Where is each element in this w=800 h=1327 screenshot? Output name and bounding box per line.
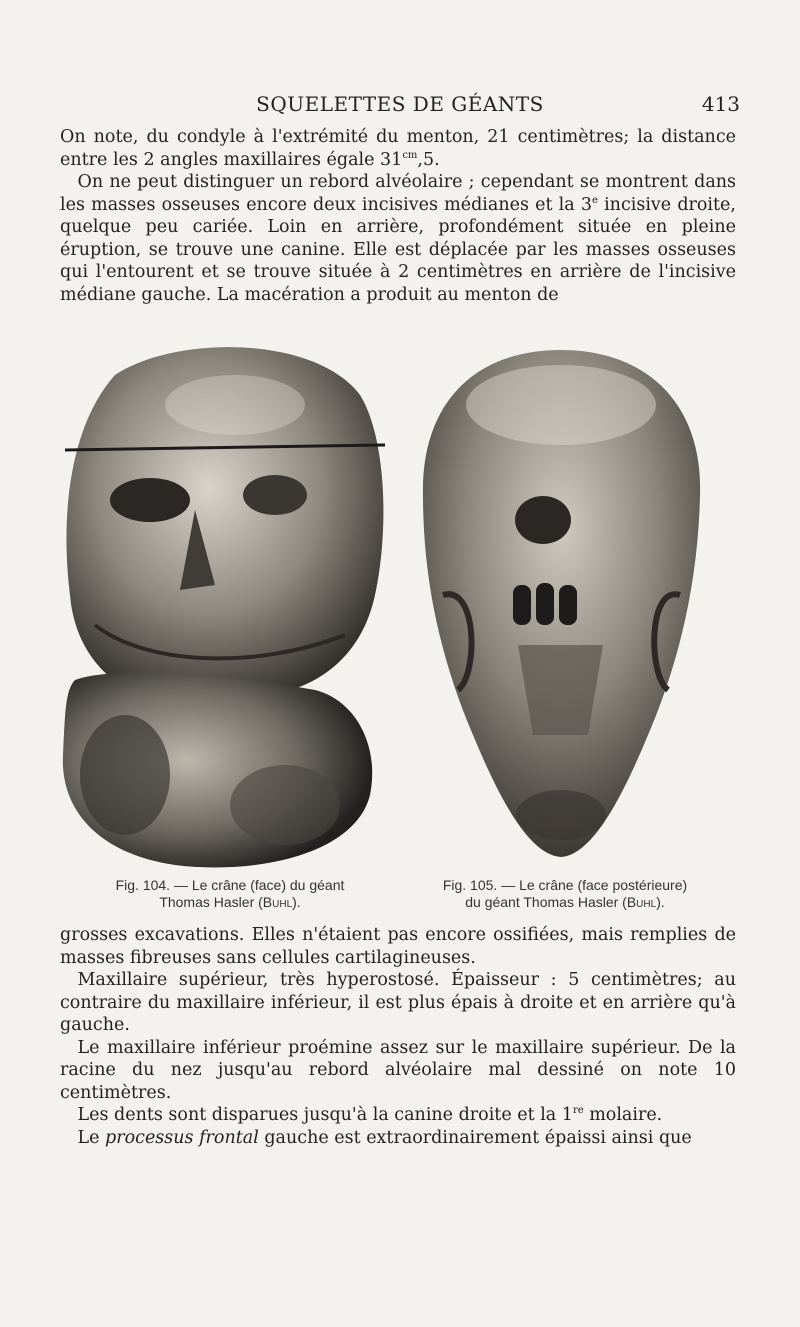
page-number: 413: [701, 92, 740, 116]
paragraph-maxillaire-inferieur: [60, 1037, 736, 1105]
paragraph-text: On ne peut distinguer un rebord alvéolaire ; cependant se montrent dans les masses osseuses encore deux incisives médianes et la 3: [60, 172, 736, 215]
bottom-text-block: [60, 924, 736, 1149]
caption-line: Fig. 104. — Le crâne (face) du géant: [115, 877, 345, 893]
paragraph-processus: [60, 1127, 736, 1150]
caption-line: [400, 894, 730, 911]
caption-figure-105: [400, 877, 730, 911]
caption-figure-104: [75, 877, 385, 911]
unit-superscript: cm: [402, 149, 418, 161]
caption-text: du géant Thomas Hasler (: [465, 894, 627, 910]
top-text-block: [60, 126, 736, 306]
paragraph-text: gauche est extraordinairement épaissi ainsi que: [258, 1127, 692, 1148]
paragraph-dents: [60, 1104, 736, 1127]
paragraph-text: Le: [77, 1127, 106, 1148]
caption-text: Thomas Hasler (: [159, 894, 263, 910]
caption-text: ).: [292, 894, 301, 910]
paragraph-maxillaire-superieur: [60, 969, 736, 1037]
paragraph-incisives: [60, 171, 736, 306]
paragraph-text: Le maxillaire inférieur proémine assez sur le maxillaire supérieur. De la racine du nez jusqu'au rebord alvéolaire mal dessiné on note 10 centimètres.: [60, 1037, 736, 1103]
caption-author: Buhl: [262, 894, 293, 910]
running-title: SQUELETTES DE GÉANTS: [256, 92, 544, 116]
paragraph-text: Les dents sont disparues jusqu'à la canine droite et la 1: [77, 1105, 573, 1125]
paragraph-condyle: [60, 126, 736, 171]
ordinal-superscript: e: [591, 194, 598, 206]
figure-105-skull-posterior: [418, 345, 705, 860]
caption-line: [75, 894, 385, 911]
caption-text: ).: [656, 894, 665, 910]
paragraph-excavations: grosses excavations. Elles n'étaient pas encore ossifiées, mais remplies de masses fibreuses sans cellules cartilagineuses.: [60, 925, 736, 968]
page-header: [60, 92, 740, 120]
skull-posterior-illustration: [418, 345, 705, 860]
skull-front-illustration: [55, 335, 390, 870]
ordinal-superscript: re: [572, 1105, 584, 1117]
italic-term: processus frontal: [105, 1127, 259, 1148]
caption-line: Fig. 105. — Le crâne (face postérieure): [442, 877, 688, 893]
paragraph-text: molaire.: [583, 1105, 663, 1125]
paragraph-text: ,5.: [417, 149, 440, 170]
caption-author: Buhl: [626, 894, 657, 910]
figure-104-skull-front: [55, 335, 390, 870]
paragraph-text: On note, du condyle à l'extrémité du menton, 21 centimètres; la distance entre les 2 angles maxillaires égale 31: [60, 127, 736, 170]
paragraph-text: Maxillaire supérieur, très hyperostosé. Épaisseur : 5 centimètres; au contraire du maxillaire inférieur, il est plus épais à droite et en arrière qu'à gauche.: [60, 970, 736, 1035]
paragraph-text: incisive droite, quelque peu cariée. Loin en arrière, profondément située en pleine éruption, se trouve une canine. Elle est déplacée par les masses osseuses qui l'entourent et se trouve située à 2 centimètres en arrière de l'incisive médiane gauche. La macération a produit au menton de: [60, 194, 736, 305]
